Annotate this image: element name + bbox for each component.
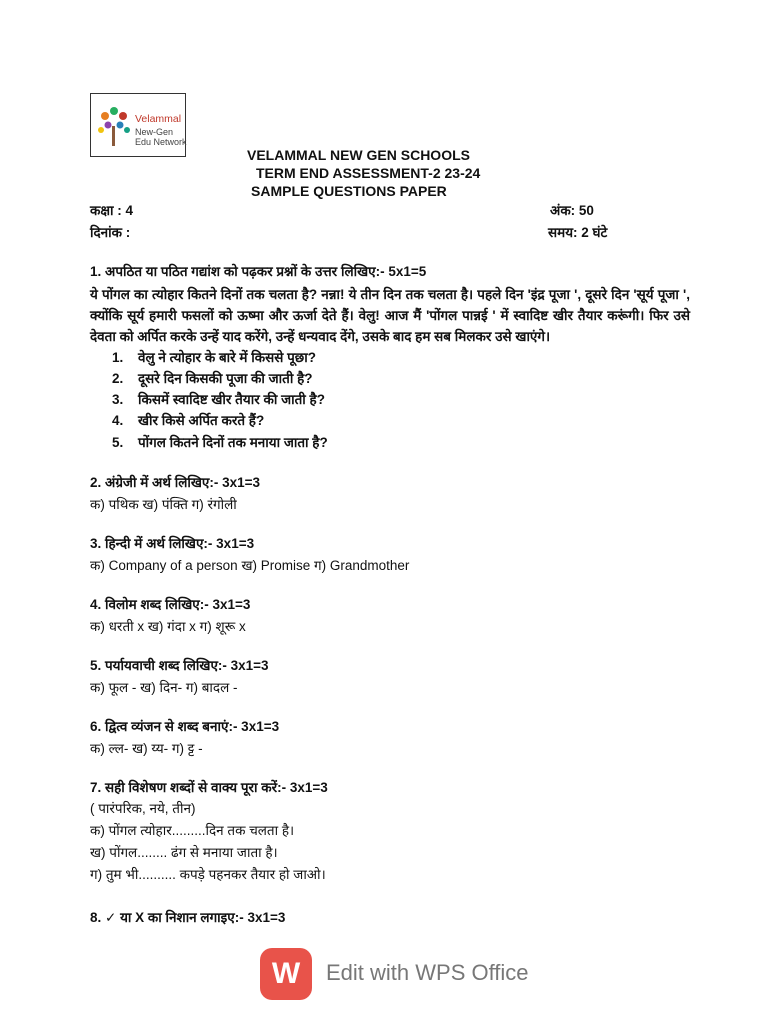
q7-sentence: क) पोंगल त्योहार.........दिन तक चलता है।	[90, 823, 295, 838]
item-text: किसमें स्वादिष्ट खीर तैयार की जाती है?	[138, 392, 325, 407]
list-item	[112, 391, 325, 409]
date-label: दिनांक :	[90, 225, 131, 240]
item-number: 1.	[112, 350, 124, 365]
q2-title: 2. अंग्रेजी में अर्थ लिखिए:- 3x1=3	[90, 475, 261, 490]
item-text: वेलु ने त्योहार के बारे में किससे पूछा?	[138, 350, 316, 365]
q1-passage: ये पोंगल का त्योहार कितने दिनों तक चलता है? नन्ना! ये तीन दिन तक चलता है। पहले दिन 'इंद्र पूजा ', दूसरे दिन 'सूर्य पूजा ', क्योंकि सूर्य हमारी फसलों को ऊष्मा और ऊर्जा देते हैं। वेलु! आज मैं 'पोंगल पान्नई ' में स्वादिष्ट खीर तैयार करूंगी। फिर उसे देवता को अर्पित करके उन्हें याद करेंगे, उन्हें धन्यवाद देंगे, उसके बाद हम सब मिलकर उसे खाएंगे।	[90, 287, 690, 344]
paper-title: SAMPLE QUESTIONS PAPER	[251, 183, 447, 199]
q4-title: 4. विलोम शब्द लिखिए:- 3x1=3	[90, 597, 251, 612]
q7-sentence: ख) पोंगल........ ढंग से मनाया जाता है।	[90, 845, 278, 860]
q3-line: क) Company of a person ख) Promise ग) Grandmother	[90, 558, 410, 573]
q2-line: क) पथिक ख) पंक्ति ग) रंगोली	[90, 497, 237, 512]
q7-title: 7. सही विशेषण शब्दों से वाक्य पूरा करें:- 3x1=3	[90, 780, 328, 795]
q4-line: क) धरती x ख) गंदा x ग) शूरू x	[90, 619, 246, 634]
logo-brand: Velammal	[135, 113, 182, 125]
school-logo	[90, 93, 186, 157]
wps-edit-button[interactable]	[260, 948, 529, 1002]
class-label: कक्षा : 4	[90, 203, 134, 218]
wps-label: Edit with WPS Office	[326, 960, 529, 985]
list-item	[112, 349, 316, 367]
q5-title: 5. पर्यायवाची शब्द लिखिए:- 3x1=3	[90, 658, 269, 673]
q7-sentence: ग) तुम भी.......... कपड़े पहनकर तैयार हो जाओ।	[90, 867, 326, 882]
list-item	[112, 434, 328, 452]
logo-line2: New-Gen	[135, 127, 174, 137]
q7-options: ( पारंपरिक, नये, तीन)	[90, 801, 196, 816]
q5-line: क) फूल - ख) दिन- ग) बादल -	[90, 680, 238, 695]
q6-title: 6. द्वित्व व्यंजन से शब्द बनाएं:- 3x1=3	[90, 719, 280, 734]
tree-icon	[95, 104, 133, 148]
assessment-title: TERM END ASSESSMENT-2 23-24	[256, 165, 481, 181]
q6-line: क) ल्ल- ख) य्य- ग) ट्ट -	[90, 741, 203, 756]
item-number: 4.	[112, 413, 124, 428]
item-text: दूसरे दिन किसकी पूजा की जाती है?	[138, 371, 313, 386]
list-item	[112, 370, 313, 388]
item-text: खीर किसे अर्पित करते हैं?	[138, 413, 265, 428]
wps-logo-icon: W	[260, 948, 312, 1000]
item-number: 2.	[112, 371, 124, 386]
q3-title: 3. हिन्दी में अर्थ लिखिए:- 3x1=3	[90, 536, 255, 551]
q1-title: 1. अपठित या पठित गद्यांश को पढ़कर प्रश्नों के उत्तर लिखिए:- 5x1=5	[90, 264, 427, 279]
school-name: VELAMMAL NEW GEN SCHOOLS	[247, 147, 470, 163]
marks-label: अंक: 50	[550, 203, 594, 218]
q8-title: 8. ✓ या X का निशान लगाइए:- 3x1=3	[90, 910, 286, 925]
item-number: 3.	[112, 392, 124, 407]
list-item	[112, 412, 264, 430]
item-text: पोंगल कितने दिनों तक मनाया जाता है?	[138, 435, 328, 450]
logo-line3: Edu Network	[135, 137, 187, 147]
item-number: 5.	[112, 435, 124, 450]
time-label: समय: 2 घंटे	[548, 225, 608, 240]
